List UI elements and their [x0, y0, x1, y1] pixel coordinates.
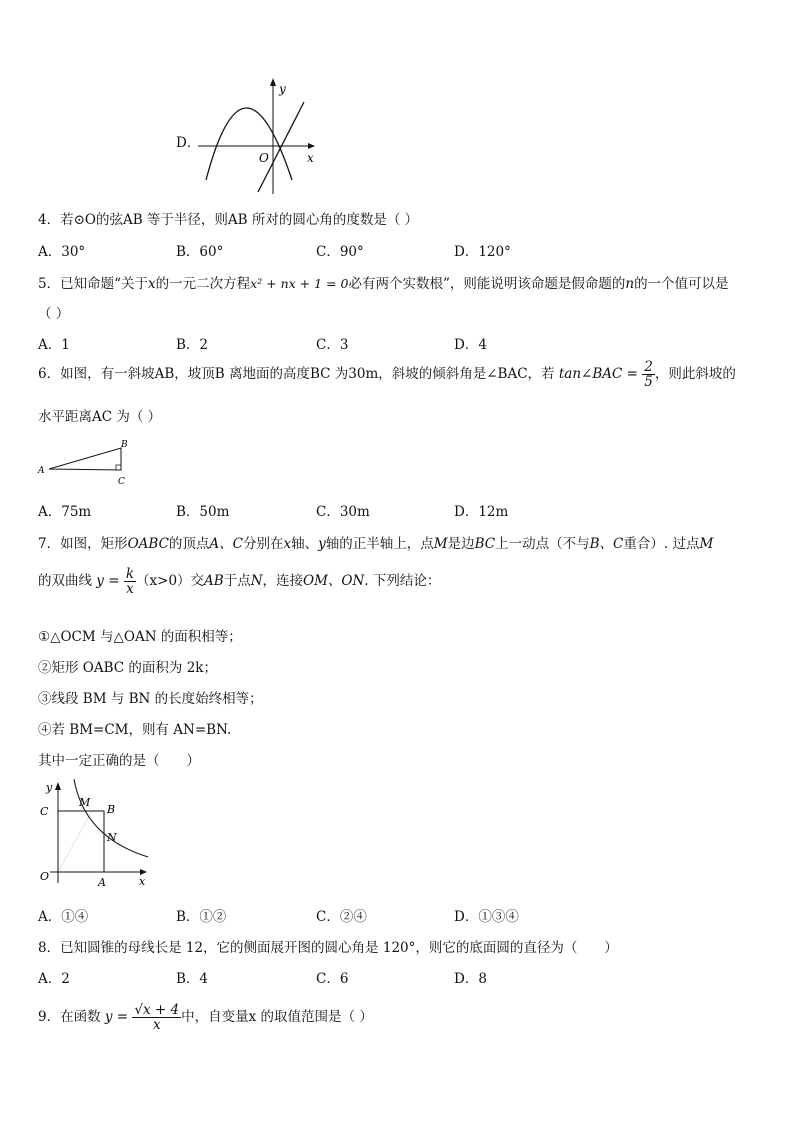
q5-option-a: A．1: [38, 337, 70, 353]
right-angle-mark: [116, 465, 121, 470]
q7-hyperbola-figure: [36, 775, 156, 891]
q6-slope-figure: [36, 438, 132, 488]
q5-option-b: B．2: [176, 337, 209, 353]
q6-option-b: B．50m: [176, 504, 230, 520]
x-axis-label: x: [307, 151, 314, 165]
y-axis-arrow-icon: [55, 782, 61, 790]
q7-fraction: $\frac{k}{x}$: [125, 566, 135, 598]
q7-option-d: D．①③④: [454, 909, 519, 925]
q9-fraction: $\frac{√x + 4}{x}$: [134, 1002, 180, 1034]
q4-stem: 4．若⊙O的弦AB 等于半径，则AB 所对的圆心角的度数是（ ）: [38, 212, 419, 228]
parabola-curve: [206, 108, 292, 180]
q5-equation: x² + nx + 1 = 0: [250, 276, 349, 291]
point-b-label: B: [121, 440, 128, 450]
q6-tan-expr: tan∠BAC =: [558, 366, 638, 383]
slope-triangle: [49, 448, 121, 470]
y-axis-label: y: [279, 82, 286, 96]
q4-option-d: D．120°: [454, 244, 511, 260]
q4-option-b: B．60°: [176, 244, 224, 260]
q8-option-a: A．2: [38, 971, 70, 987]
q7-option-b: B．①②: [176, 909, 227, 925]
rectangle-oabc: [58, 811, 104, 872]
q5-stem-line2: （ ）: [38, 306, 70, 322]
q4-option-c: C．90°: [316, 244, 364, 260]
q6-stem-line2: 水平距离AC 为（ ）: [38, 409, 162, 425]
q8-option-d: D．8: [454, 971, 487, 987]
point-a-label: A: [38, 466, 45, 476]
hyperbola-curve: [74, 779, 148, 857]
q7-conclusion-3: ③线段 BM 与 BN 的长度始终相等；: [38, 691, 263, 707]
q7-stem-line1: 7．如图，矩形OABC的顶点A、C分别在x轴、y轴的正半轴上，点M是边BC上一动点（不与B、C重合）. 过点M: [38, 536, 714, 552]
q6-option-c: C．30m: [316, 504, 370, 520]
x-axis-arrow-icon: [308, 143, 315, 149]
q7-stem-line2: 的双曲线 y = $\frac{k}{x}$ （x>0）交AB于点N，连接OM、ON. 下列结论：: [38, 566, 441, 598]
q6-option-d: D．12m: [454, 504, 509, 520]
q9-stem: 9．在函数 y = $\frac{√x + 4}{x}$ 中，自变量x 的取值范围是（ ）: [38, 1002, 373, 1034]
q7-conclusion-4: ④若 BM=CM，则有 AN=BN.: [38, 722, 232, 738]
point-m-label: M: [79, 796, 91, 809]
q7-conclusion-2: ②矩形 OABC 的面积为 2k；: [38, 660, 217, 676]
q8-option-b: B．4: [176, 971, 209, 987]
point-a-label: A: [98, 876, 106, 889]
q8-option-c: C．6: [316, 971, 349, 987]
origin-label: O: [40, 870, 50, 883]
q6-fraction: $\frac{2}{5}$: [644, 359, 653, 391]
segment-om: [58, 811, 92, 872]
q3-graph-figure: [196, 74, 326, 196]
q6-stem: 6．如图，有一斜坡AB，坡顶B 离地面的高度BC 为30m，斜坡的倾斜角是∠BAC，若 tan∠BAC = $\frac{2}{5}$ ，则此斜坡的: [38, 359, 736, 391]
q7-question: 其中一定正确的是（ ）: [38, 753, 200, 769]
q7-conclusion-1: ①△OCM 与△OAN 的面积相等；: [38, 629, 242, 645]
y-axis-arrow-icon: [270, 78, 276, 86]
q5-stem: 5．已知命题“关于x的一元二次方程x² + nx + 1 = 0必有两个实数根”，则能说明该命题是假命题的n的一个值可以是: [38, 276, 729, 292]
x-axis-label: x: [139, 875, 146, 888]
point-c-label: C: [40, 805, 49, 818]
point-n-label: N: [107, 831, 117, 844]
origin-label: O: [259, 151, 269, 165]
q5-option-c: C．3: [316, 337, 349, 353]
point-c-label: C: [118, 477, 125, 487]
q6-option-a: A．75m: [38, 504, 92, 520]
q7-option-a: A．①④: [38, 909, 89, 925]
q5-option-d: D．4: [454, 337, 487, 353]
q8-stem: 8．已知圆锥的母线长是 12，它的侧面展开图的圆心角是 120°，则它的底面圆的直径为（ ）: [38, 940, 618, 956]
q3-option-d-label: D．: [176, 135, 201, 151]
y-axis-label: y: [46, 781, 53, 794]
q4-option-a: A．30°: [38, 244, 86, 260]
point-b-label: B: [107, 803, 116, 816]
straight-line: [258, 102, 304, 192]
q7-option-c: C．②④: [316, 909, 367, 925]
